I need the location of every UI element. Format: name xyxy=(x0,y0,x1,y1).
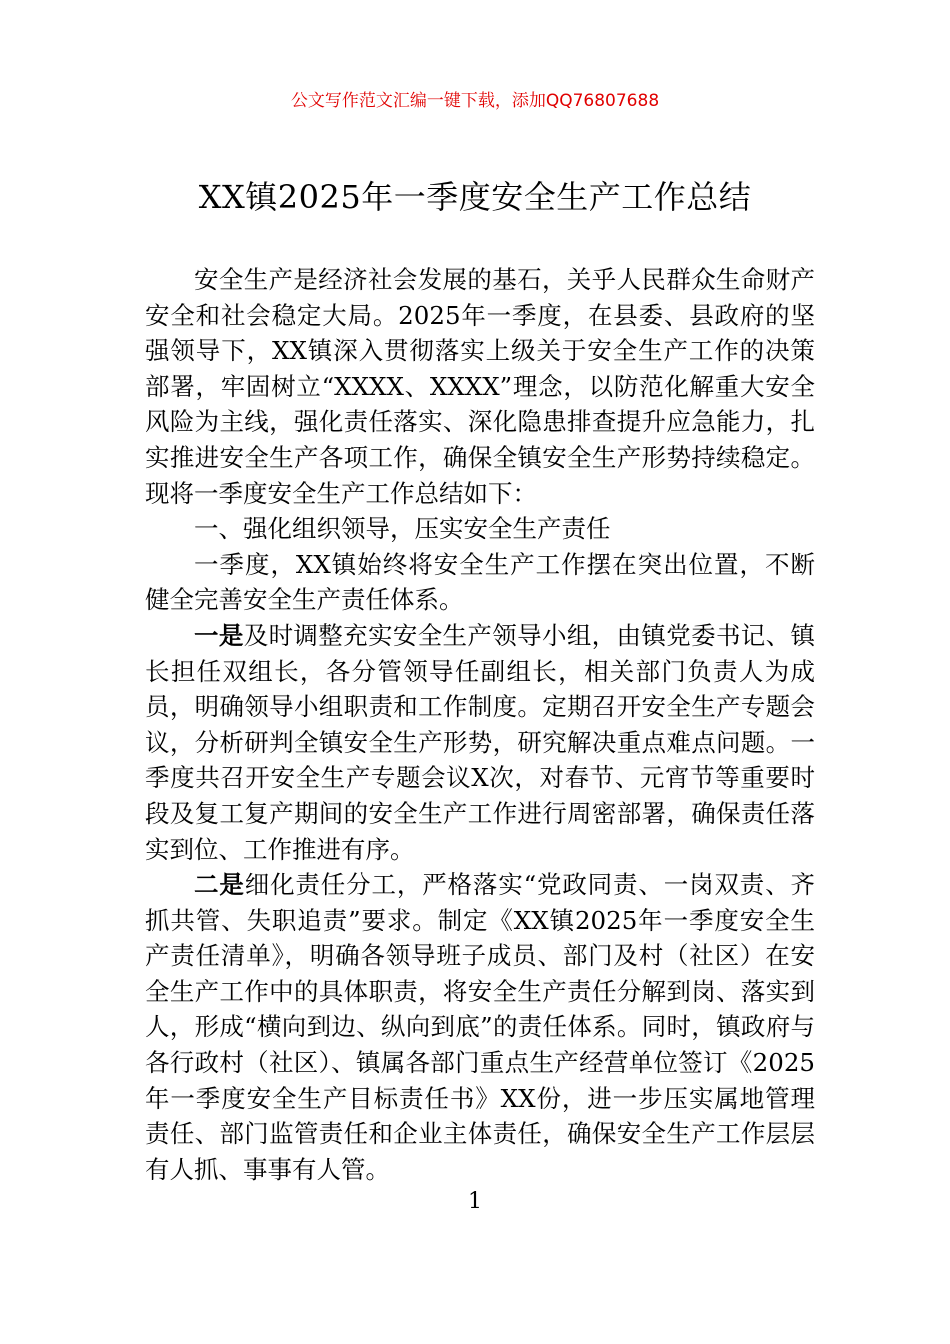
intro-paragraph: 安全生产是经济社会发展的基石，关乎人民群众生命财产安全和社会稳定大局。2025年一季度，在县委、县政府的坚强领导下，XX镇深入贯彻落实上级关于安全生产工作的决策部署，牢固树立“XXXX、XXXX”理念，以防范化解重大安全风险为主线，强化责任落实、深化隐患排查提升应急能力，扎实推进安全生产各项工作，确保全镇安全生产形势持续稳定。现将一季度安全生产工作总结如下： xyxy=(145,265,815,508)
header-note: 公文写作范文汇编一键下载，添加QQ76807688 xyxy=(290,91,660,111)
item-1-text: 及时调整充实安全生产领导小组，由镇党委书记、镇长担任双组长，各分管领导任副组长，相关部门负责人为成员，明确领导小组职责和工作制度。定期召开安全生产专题会议，分析研判全镇安全生产形势，研究解决重点难点问题。一季度共召开安全生产专题会议X次，对春节、元宵节等重要时段及复工复产期间的安全生产工作进行周密部署，确保责任落实到位、工作推进有序。 xyxy=(145,620,816,864)
page-number: 1 xyxy=(468,1189,482,1214)
item-2-text: 细化责任分工，严格落实“党政同责、一岗双责、齐抓共管、失职追责”要求。制定《XX镇2025年一季度安全生产责任清单》，明确各领导班子成员、部门及村（社区）在安全生产工作中的具体职责，将安全生产责任分解到岗、落实到人，形成“横向到边、纵向到底”的责任体系。同时，镇政府与各行政村（社区）、镇属各部门重点生产经营单位签订《2025年一季度安全生产目标责任书》XX份，进一步压实属地管理责任、部门监管责任和企业主体责任，确保安全生产工作层层有人抓、事事有人管。 xyxy=(145,870,816,1184)
document-body xyxy=(145,262,815,1187)
item-1-paragraph xyxy=(145,618,815,867)
document-title: XX镇2025年一季度安全生产工作总结 xyxy=(198,178,752,216)
item-2-paragraph xyxy=(145,867,815,1187)
item-1-lead: 一是 xyxy=(194,620,244,650)
item-2-lead: 二是 xyxy=(194,870,245,900)
section-heading-1: 一、强化组织领导，压实安全生产责任 xyxy=(194,514,611,544)
section-1-intro-paragraph: 一季度，XX镇始终将安全生产工作摆在突出位置，不断健全完善安全生产责任体系。 xyxy=(145,549,815,615)
